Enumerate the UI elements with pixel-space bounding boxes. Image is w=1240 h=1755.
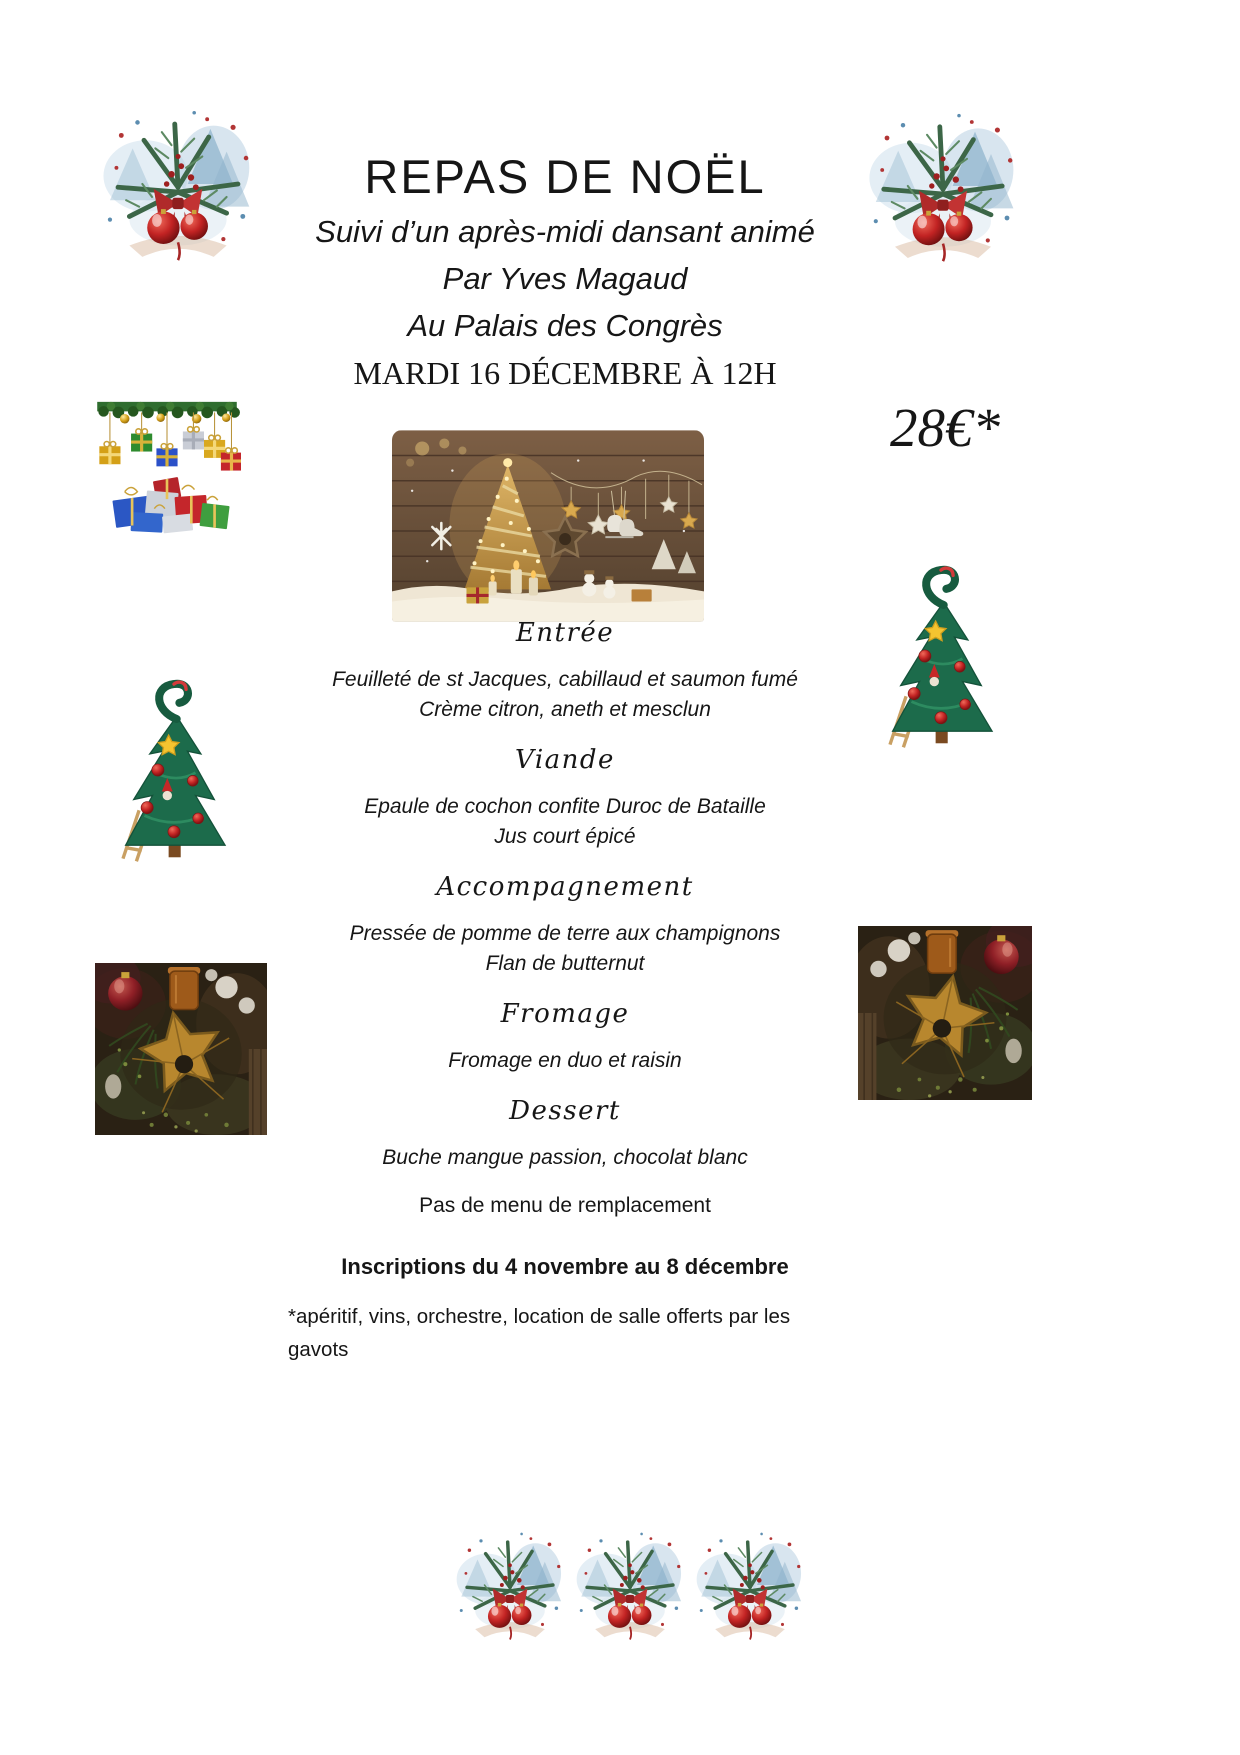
- menu-section-accompagnement: [250, 870, 880, 979]
- star-decoration-image-left: [95, 963, 267, 1135]
- whimsical-tree-image-left: [103, 676, 245, 864]
- footnote-line-2: gavots: [288, 1338, 349, 1361]
- section-heading: Accompagnement: [436, 872, 694, 902]
- hanging-gifts-image: [93, 386, 241, 534]
- footnote-line-1: *apéritif, vins, orchestre, location de salle offerts par les: [288, 1305, 791, 1328]
- menu-item: Buche mangue passion, chocolat blanc: [382, 1146, 748, 1169]
- price: 28€*: [890, 397, 1000, 458]
- inscriptions-dates: Inscriptions du 4 novembre au 8 décembre: [341, 1254, 789, 1279]
- star-decoration-image-right: [858, 926, 1032, 1100]
- section-heading: Fromage: [500, 999, 630, 1029]
- section-heading: Viande: [515, 745, 615, 775]
- subtitle-line-3: Au Palais des Congrès: [407, 308, 723, 343]
- menu-item: Flan de butternut: [485, 952, 645, 975]
- menu-section-entree: [250, 616, 880, 725]
- whimsical-tree-image-right: [872, 562, 1010, 750]
- subtitle-line-2: Par Yves Magaud: [442, 261, 688, 296]
- hanging-gifts-icon: [93, 386, 241, 534]
- menu-item: Epaule de cochon confite Duroc de Bataille: [364, 795, 766, 818]
- menu-section-viande: [250, 743, 880, 852]
- replacement-note: Pas de menu de remplacement: [419, 1194, 711, 1217]
- section-heading: Entrée: [515, 618, 615, 648]
- menu-section-fromage: [250, 997, 880, 1076]
- watercolor-ornament-image-bottom-1: [452, 1526, 568, 1644]
- whimsical-tree-icon: [103, 676, 245, 864]
- star-decoration-icon: [95, 963, 267, 1135]
- event-date: MARDI 16 DÉCEMBRE À 12H: [353, 355, 777, 391]
- menu-item: Feuilleté de st Jacques, cabillaud et saumon fumé: [332, 668, 798, 691]
- christmas-scene-icon: [392, 430, 704, 622]
- christmas-scene-image: [392, 430, 704, 622]
- watercolor-ornament-icon: [572, 1526, 688, 1644]
- watercolor-ornament-image-bottom-2: [572, 1526, 688, 1644]
- page-title: REPAS DE NOËL: [364, 150, 766, 203]
- section-heading: Dessert: [509, 1096, 621, 1126]
- header: [150, 146, 980, 395]
- menu-item: Pressée de pomme de terre aux champignons: [349, 922, 781, 945]
- menu-section-dessert: [250, 1094, 880, 1173]
- watercolor-ornament-icon: [452, 1526, 568, 1644]
- whimsical-tree-icon: [872, 562, 1010, 750]
- star-decoration-icon: [858, 926, 1032, 1100]
- watercolor-ornament-image-bottom-3: [692, 1526, 808, 1644]
- watercolor-ornament-icon: [692, 1526, 808, 1644]
- menu-item: Fromage en duo et raisin: [448, 1049, 682, 1072]
- menu-item: Jus court épicé: [494, 825, 636, 848]
- menu: [250, 616, 880, 1282]
- menu-item: Crème citron, aneth et mesclun: [419, 698, 711, 721]
- subtitle-line-1: Suivi d’un après-midi dansant animé: [315, 214, 815, 249]
- price-footnote: [288, 1300, 848, 1366]
